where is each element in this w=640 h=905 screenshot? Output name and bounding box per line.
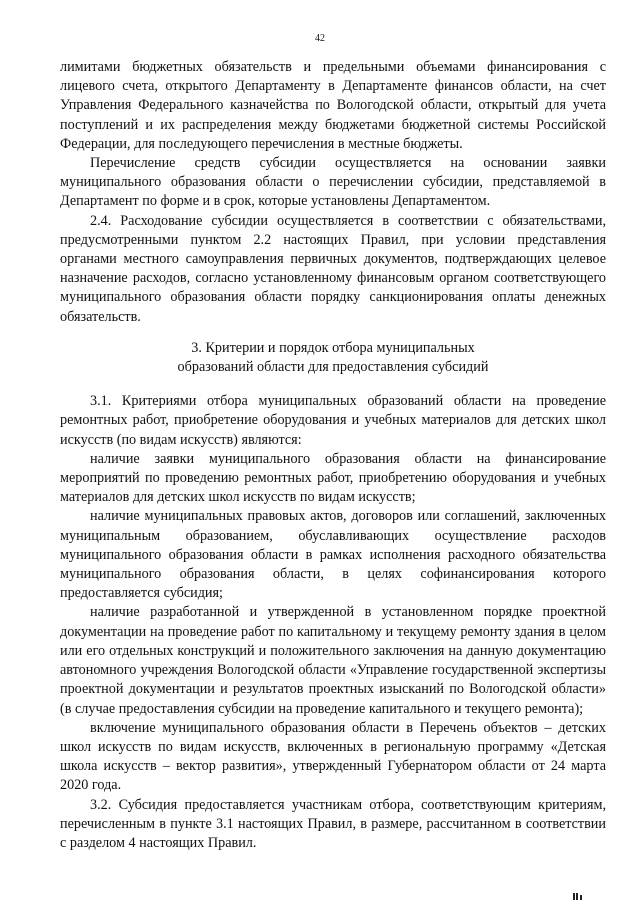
document-body: [60, 58, 606, 853]
criterion-legal-acts: наличие муниципальных правовых актов, договоров или соглашений, заключенных муниципальным образованием, обуславливающих осуществление расходов муниципального образования области в рамках исполнения расходного обязательства муниципального образования области, в целях софинансирования которого предоставляется субсидия;: [60, 508, 606, 602]
paragraph-3-2: 3.2. Субсидия предоставляется участникам отбора, соответствующим критериям, перечисленным в пункте 3.1 настоящих Правил, в размере, рассчитанном в соответствии с разделом 4 настоящих Правил.: [60, 796, 606, 851]
section-heading-line-2: образований области для предоставления субсидий: [177, 359, 489, 376]
paragraph-transfer-request: Перечисление средств субсидии осуществляется на основании заявки муниципального образования области о перечислении субсидии, представляемой в Департамент по форме и в срок, которые установлены Департаментом.: [60, 155, 606, 210]
paragraph-3-1: 3.1. Критериями отбора муниципальных образований области на проведение ремонтных работ, приобретение оборудования и учебных материалов для детских школ искусств (по видам искусств) являются:: [60, 393, 606, 448]
page-number: 42: [315, 33, 325, 44]
criterion-application: наличие заявки муниципального образования области на финансирование мероприятий по проведению ремонтных работ, приобретению оборудования и учебных материалов для детских школ искусств по видам искусств;: [60, 450, 606, 506]
paragraph-2-4: 2.4. Расходование субсидии осуществляется в соответствии с обязательствами, предусмотренными пунктом 2.2 настоящих Правил, при условии представления органами местного самоуправления первичных документов, подтверждающих целевое назначение расходов, согласно установленному финансовым органом соответствующего муниципального образования области порядку санкционирования оплаты денежных обязательств.: [60, 212, 606, 325]
section-heading: [60, 339, 606, 377]
criterion-program-inclusion: включение муниципального образования области в Перечень объектов – детских школ искусств по видам искусств, включенных в региональную программу «Детская школа искусств – вектор развития», утвержденный Губернатором области от 24 марта 2020 года.: [60, 719, 606, 794]
scan-mark: [573, 893, 585, 901]
section-heading-line-1: 3. Критерии и порядок отбора муниципальных: [191, 339, 475, 356]
criterion-project-documentation: наличие разработанной и утвержденной в установленном порядке проектной документации на проведение работ по капитальному и текущему ремонту здания в целом или его отдельных конструкций и положительного заключения на данную документацию автономного учреждения Вологодской области «Управление государственной экспертизы проектной документации и результатов проектных изысканий по Вологодской области» (в случае предоставления субсидии на проведение капитального и текущего ремонта);: [60, 604, 606, 717]
paragraph-continuation: лимитами бюджетных обязательств и предельными объемами финансирования с лицевого счета, открытого Департаменту в Департаменте финансов области, на счет Управления Федерального казначейства по Вологодской области, открытый для учета поступлений и их распределения между бюджетами бюджетной системы Российской Федерации, для последующего перечисления в местные бюджеты.: [60, 59, 606, 152]
